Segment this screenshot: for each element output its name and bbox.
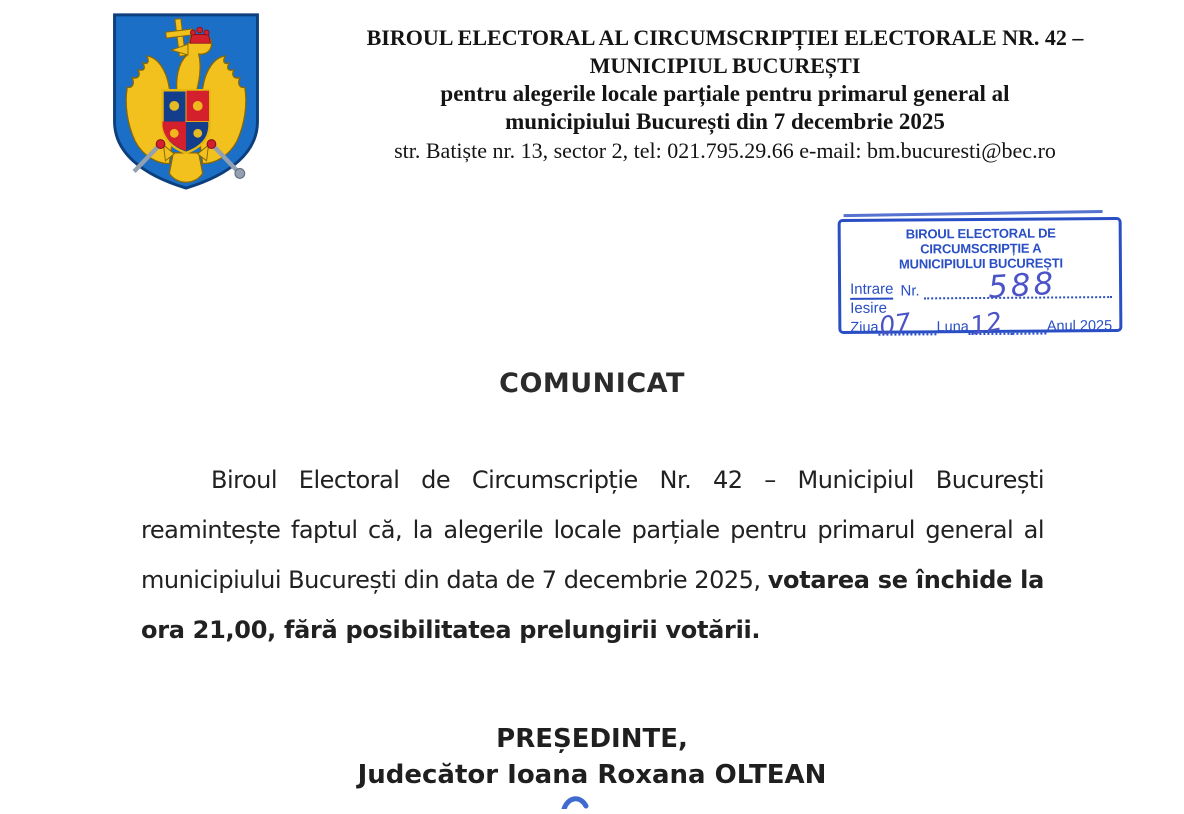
org-name-line2: MUNICIPIUL BUCUREȘTI bbox=[589, 53, 861, 78]
stamp-month-dotted-line bbox=[968, 306, 1013, 341]
stamp-nr-dotted-line bbox=[924, 265, 1113, 306]
stamp-nr-label: Nr. bbox=[900, 282, 920, 300]
signature-stroke-icon bbox=[561, 795, 591, 809]
stamp-month-handwritten-value: 12 bbox=[968, 306, 1005, 341]
stamp-anul-label: Anul 2025 bbox=[1046, 318, 1113, 335]
stamp-day-dotted-line bbox=[877, 307, 937, 341]
letterhead bbox=[282, 24, 1168, 165]
stamp-nr-handwritten-value: 588 bbox=[986, 265, 1057, 306]
stamp-luna-label: Luna bbox=[936, 319, 969, 336]
stamp-title-line1: BIROUL ELECTORAL DE CIRCUMSCRIPȚIE A bbox=[905, 225, 1056, 257]
stamp-intrare-label: Intrare bbox=[850, 280, 894, 298]
body-paragraph bbox=[141, 455, 1044, 655]
document-title: COMUNICAT bbox=[499, 368, 685, 399]
signature-name: Judecător Ioana Roxana OLTEAN bbox=[357, 760, 827, 790]
stamp-day-handwritten-value: 07 bbox=[877, 307, 914, 341]
stamp-ziua-label: Ziua bbox=[850, 319, 879, 336]
romania-coat-of-arms-icon bbox=[106, 8, 266, 194]
signature-role: PREȘEDINTE, bbox=[496, 724, 688, 754]
stamp-iesire-label: Iesire bbox=[850, 299, 887, 317]
election-subtitle-line1: pentru alegerile locale parțiale pentru primarul general al bbox=[440, 81, 1010, 106]
paragraph-regular-text: Biroul Electoral de Circumscripție Nr. 42 – Municipiul București reamintește faptul că, la alegerile locale parțiale pentru primarul general al municipiului București din data de 7 decembrie 2025, bbox=[141, 466, 1044, 594]
stamp-tail-dotted-line bbox=[1013, 319, 1047, 335]
registration-stamp bbox=[838, 217, 1123, 341]
contact-line: str. Batiște nr. 13, sector 2, tel: 021.795.29.66 e-mail: bm.bucuresti@bec.ro bbox=[394, 138, 1056, 163]
paragraph-bold-text: votarea se închide la ora 21,00, fără posibilitatea prelungirii votării. bbox=[141, 566, 1044, 644]
election-subtitle-line2: municipiului București din 7 decembrie 2025 bbox=[505, 109, 945, 134]
stamp-title-line2: MUNICIPIULUI BUCUREȘTI bbox=[898, 255, 1063, 272]
signature-block bbox=[0, 722, 1184, 793]
org-name-line1: BIROUL ELECTORAL AL CIRCUMSCRIPȚIEI ELECTORALE NR. 42 – bbox=[366, 25, 1084, 50]
